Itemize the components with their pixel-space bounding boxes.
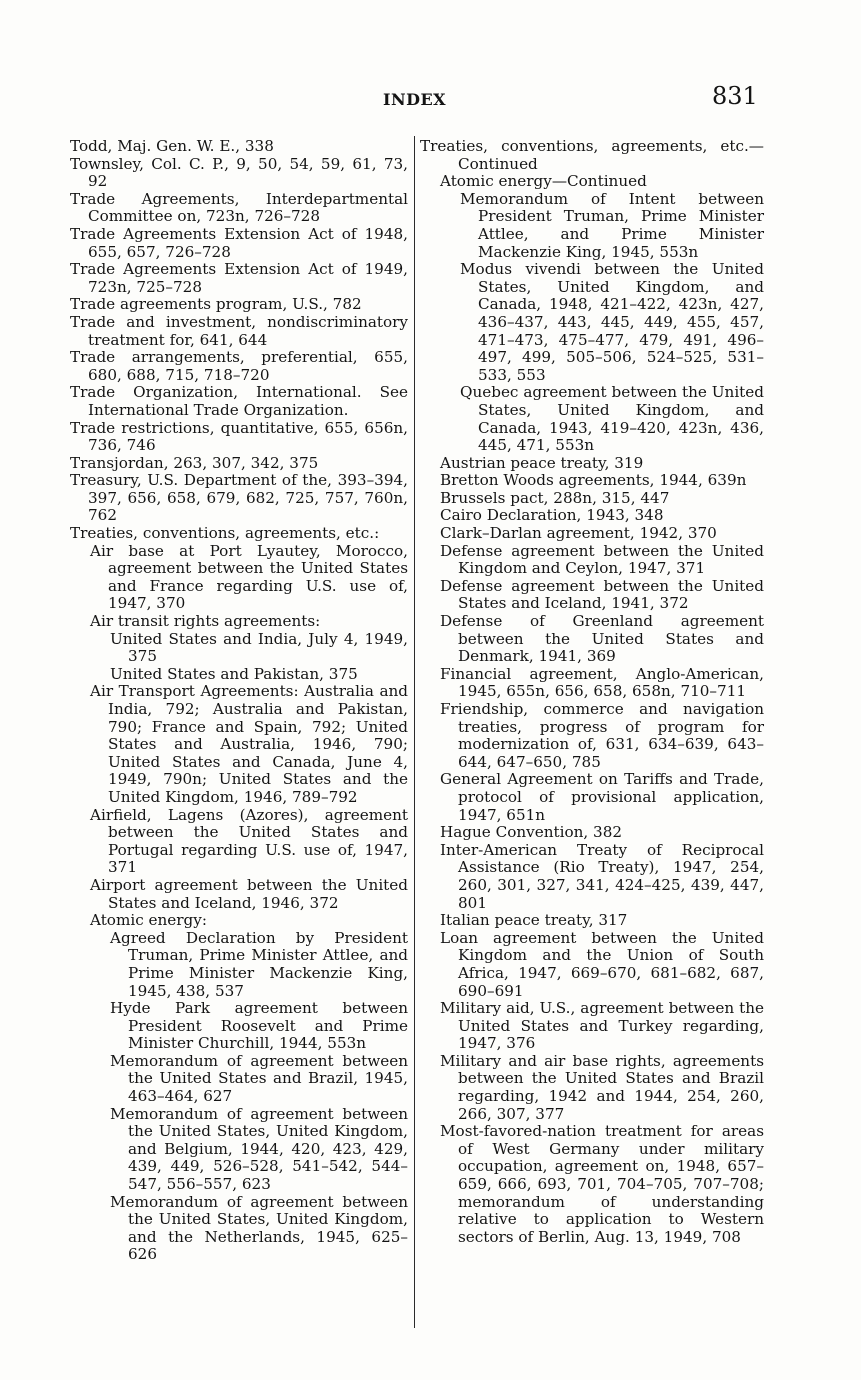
index-entry: Trade restrictions, quantitative, 655, 656n, 736, 746 (70, 418, 408, 455)
index-entry: Defense agreement between the United States and Iceland, 1941, 372 (440, 576, 764, 613)
index-entry: Friendship, commerce and navigation treaties, progress of program for modernization of, 631, 634–639, 643–644, 647–650, 785 (440, 700, 764, 771)
index-entry: Loan agreement between the United Kingdom and the Union of South Africa, 1947, 669–670, 681–682, 687, 690–691 (440, 928, 764, 1000)
column-divider (414, 136, 415, 1328)
index-entry: Memorandum of agreement between the United States, United Kingdom, and Belgium, 1944, 420, 423, 429, 439, 449, 526–528, 541–542, 544–547, 556–557, 623 (110, 1104, 408, 1194)
index-column-left (70, 138, 408, 1264)
index-entry: Clark–Darlan agreement, 1942, 370 (440, 524, 717, 543)
index-entry: Todd, Maj. Gen. W. E., 338 (70, 137, 274, 155)
index-entry: Trade Agreements Extension Act of 1948, 655, 657, 726–728 (70, 224, 408, 261)
index-entry: Brussels pact, 288n, 315, 447 (440, 488, 670, 507)
index-entry: Transjordan, 263, 307, 342, 375 (70, 453, 319, 472)
index-entry: Trade arrangements, preferential, 655, 680, 688, 715, 718–720 (70, 348, 408, 384)
running-head: INDEX (383, 90, 447, 109)
index-entry: Inter-American Treaty of Reciprocal Assistance (Rio Treaty), 1947, 254, 260, 301, 327, 341, 424–425, 439, 447, 801 (440, 840, 764, 912)
index-entry: Defense of Greenland agreement between the United States and Denmark, 1941, 369 (440, 612, 764, 666)
index-entry: Treasury, U.S. Department of the, 393–394, 397, 656, 658, 679, 682, 725, 757, 760n, 762 (70, 471, 408, 525)
index-entry: Cairo Declaration, 1943, 348 (440, 506, 664, 525)
index-entry: Townsley, Col. C. P., 9, 50, 54, 59, 61, 73, 92 (70, 154, 408, 191)
index-entry: Air base at Port Lyautey, Morocco, agreement between the United States and France regarding U.S. use of, 1947, 370 (90, 541, 408, 613)
index-entry: Airport agreement between the United States and Iceland, 1946, 372 (90, 875, 408, 912)
index-entry: Military aid, U.S., agreement between the United States and Turkey regarding, 1947, 376 (440, 999, 764, 1053)
index-entry: Most-favored-nation treatment for areas of West Germany under military occupation, agreement on, 1948, 657–659, 666, 693, 701, 704–705, 707–708; memorandum of understanding relative to application to Western sectors of Berlin, Aug. 13, 1949, 708 (440, 1122, 764, 1246)
index-entry: Trade and investment, nondiscriminatory treatment for, 641, 644 (70, 312, 408, 349)
index-entry: Treaties, conventions, agreements, etc.—Continued (420, 137, 764, 173)
index-entry: Military and air base rights, agreements between the United States and Brazil regarding, 1942 and 1944, 254, 260, 266, 307, 377 (440, 1051, 764, 1123)
index-entry: Air transit rights agreements: (90, 612, 321, 631)
index-entry: Memorandum of Intent between President Truman, Prime Minister Attlee, and Prime Minister Mackenzie King, 1945, 553n (460, 189, 764, 261)
index-entry: Trade Agreements Extension Act of 1949, 723n, 725–728 (70, 260, 408, 296)
index-entry: Memorandum of agreement between the United States and Brazil, 1945, 463–464, 627 (110, 1051, 408, 1106)
index-column-right (420, 138, 764, 1246)
index-entry: Airfield, Lagens (Azores), agreement between the United States and Portugal regarding U.S. use of, 1947, 371 (90, 805, 408, 877)
index-entry: General Agreement on Tariffs and Trade, protocol of provisional application, 1947, 651n (440, 770, 764, 824)
index-entry: Trade Organization, International. See International Trade Organization. (70, 383, 408, 419)
index-entry: Trade Agreements, Interdepartmental Committee on, 723n, 726–728 (70, 189, 408, 226)
index-entry: Modus vivendi between the United States, United Kingdom, and Canada, 1948, 421–422, 423n, 427, 436–437, 443, 445, 449, 455, 457, 471–473, 475–477, 479, 491, 496–497, 499, 505–506, 524–525, 531–533, 553 (460, 260, 764, 384)
index-entry: Bretton Woods agreements, 1944, 639n (440, 471, 747, 490)
index-entry: Quebec agreement between the United States, United Kingdom, and Canada, 1943, 419–420, 423n, 436, 445, 471, 553n (460, 383, 764, 455)
index-entry: Atomic energy—Continued (440, 172, 647, 191)
index-entry: Austrian peace treaty, 319 (440, 453, 644, 472)
index-entry: Italian peace treaty, 317 (440, 911, 628, 930)
index-entry: Treaties, conventions, agreements, etc.: (70, 524, 380, 543)
index-entry: United States and India, July 4, 1949, 375 (110, 629, 408, 666)
page-number: 831 (712, 82, 758, 110)
index-entry: Air Transport Agreements: Australia and India, 792; Australia and Pakistan, 790; France and Spain, 792; United States and Australia, 1946, 790; United States and Canada, June 4, 1949, 790n; United States and the United Kingdom, 1946, 789–792 (90, 682, 408, 806)
index-entry: Agreed Declaration by President Truman, Prime Minister Attlee, and Prime Minister Mackenzie King, 1945, 438, 537 (110, 928, 408, 1000)
index-entry: Trade agreements program, U.S., 782 (70, 295, 362, 314)
index-entry: United States and Pakistan, 375 (110, 664, 358, 683)
page-header (0, 82, 861, 122)
index-entry: Memorandum of agreement between the United States, United Kingdom, and the Netherlands, 1945, 625–626 (110, 1192, 408, 1264)
index-entry: Atomic energy: (90, 911, 207, 930)
index-entry: Defense agreement between the United Kingdom and Ceylon, 1947, 371 (440, 541, 764, 578)
index-entry: Hyde Park agreement between President Roosevelt and Prime Minister Churchill, 1944, 553n (110, 999, 408, 1053)
index-entry: Financial agreement, Anglo-American, 1945, 655n, 656, 658, 658n, 710–711 (440, 664, 764, 701)
index-entry: Hague Convention, 382 (440, 823, 623, 842)
